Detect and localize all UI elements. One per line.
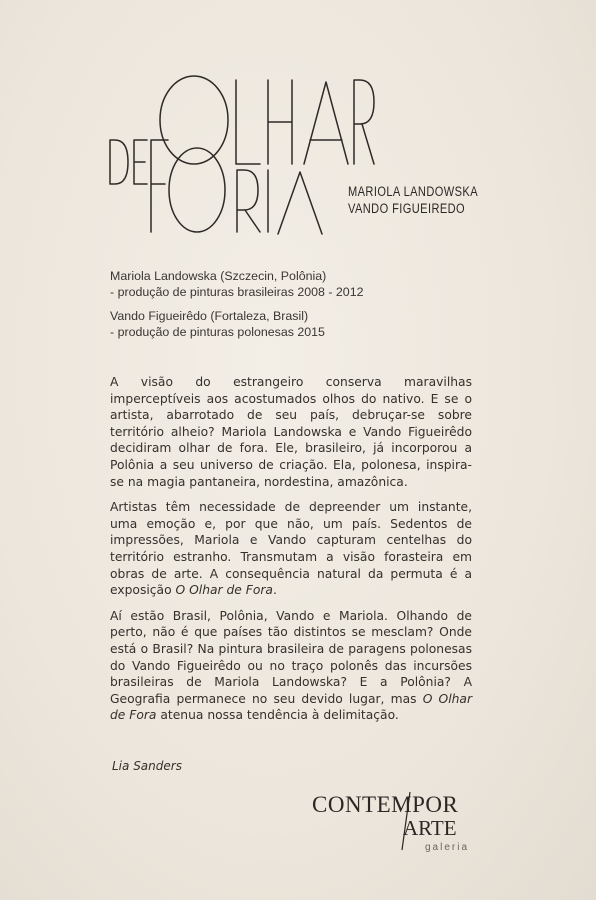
credit-line: - produção de pinturas brasileiras 2008 - 2012 xyxy=(110,285,364,299)
gallery-logo-line3: galeria xyxy=(425,842,470,853)
gallery-logo xyxy=(310,788,482,854)
artist-credits xyxy=(110,268,363,348)
credit-line: - produção de pinturas polonesas 2015 xyxy=(110,325,325,339)
paragraph-2 xyxy=(110,499,472,599)
artist-names xyxy=(348,183,478,217)
paragraph-3 xyxy=(110,608,472,724)
paragraph-text: . xyxy=(272,583,277,598)
gallery-logo-line2: ARTE xyxy=(403,816,457,840)
paragraph-1: A visão do estrangeiro conserva maravilhas imperceptíveis aos acostumados olhos do nativo. E se o artista, abarrotado de seu país, debruçar-se sobre território alheio? Mariola Landowska e Vando Figueirêdo decidiram olhar de fora. Ele, brasileiro, já incorporou a Polônia a seu universo de criação. Ela, polonesa, inspira-se na magia pantaneira, nordestina, amazônica. xyxy=(110,375,472,489)
artist-name-2: VANDO FIGUEIREDO xyxy=(348,201,466,216)
exhibition-title: O Olhar de Fora xyxy=(110,691,472,723)
paragraph-text: Aí estão Brasil, Polônia, Vando e Mariola. Olhando de perto, não é que países tão distintos se mesclam? Onde está o Brasil? Na pintura brasileira de paragens polonesas do Vando Figueirêdo ou no traço polonês das incursões brasileiras de Mariola Landowska? E a Polônia? A Geografia permanece no seu devido lugar, mas xyxy=(110,608,472,706)
author-signature: Lia Sanders xyxy=(112,759,182,773)
artist-name-1: MARIOLA LANDOWSKA xyxy=(348,184,479,199)
credit-vando xyxy=(110,308,363,340)
credit-line: Vando Figueirêdo (Fortaleza, Brasil) xyxy=(110,309,309,323)
exhibition-title: O Olhar de Fora xyxy=(175,583,273,598)
gallery-logo-line1: CONTEMPOR xyxy=(312,792,459,817)
credit-mariola xyxy=(110,268,363,300)
exhibition-text xyxy=(110,374,472,733)
paragraph-text: atenua nossa tendência à delimitação. xyxy=(156,708,399,723)
paragraph-text: Artistas têm necessidade de depreender um instante, uma emoção e, por que não, um país. Sedentos de impressões, Mariola e Vando capturam centelhas do território estranho. Transmutam a visão forasteira em obras de arte. A consequência natural da permuta é a exposição xyxy=(110,500,472,598)
credit-line: Mariola Landowska (Szczecin, Polônia) xyxy=(110,269,327,283)
